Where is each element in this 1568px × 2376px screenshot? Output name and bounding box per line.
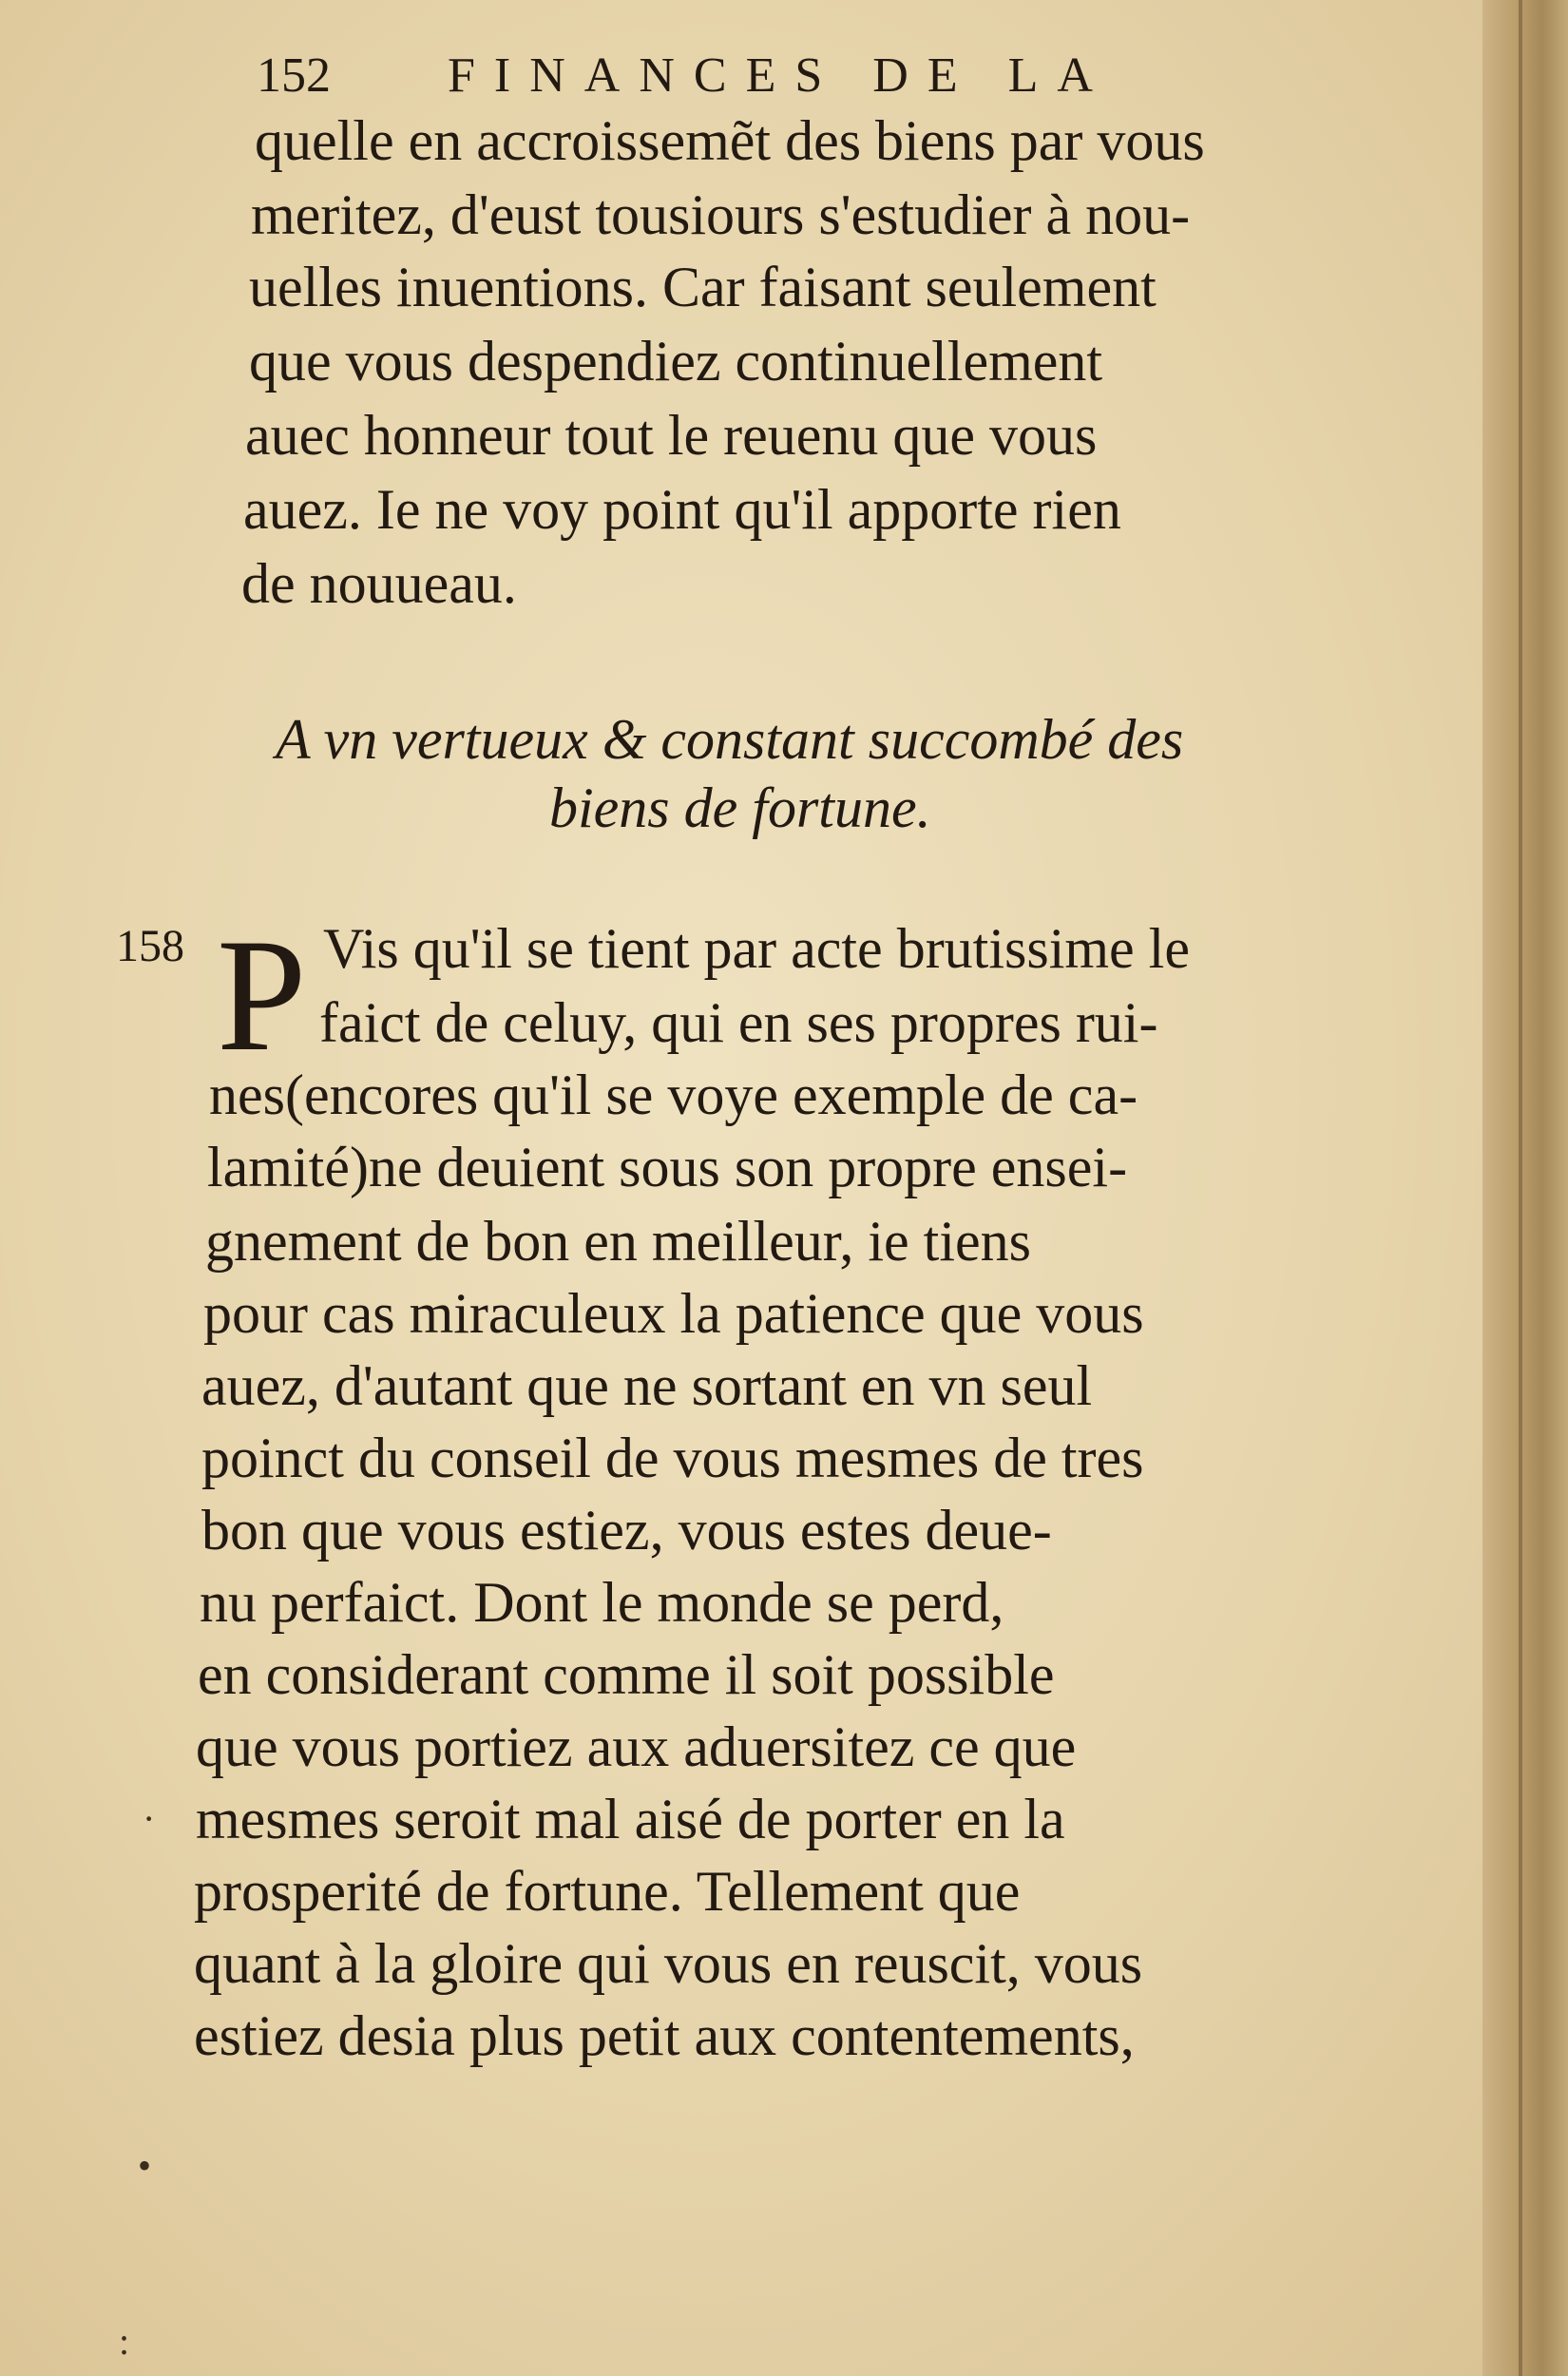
text-line: de nouueau. (241, 552, 517, 615)
text-line: prosperité de fortune. Tellement que (194, 1860, 1021, 1923)
stray-mark: • (138, 2144, 152, 2187)
text-line: auec honneur tout le reuenu que vous (245, 404, 1098, 467)
text-line: estiez desia plus petit aux contentements, (194, 2004, 1135, 2067)
text-line: meritez, d'eust tousiours s'estudier à nou- (251, 183, 1191, 246)
running-title: FINANCES DE LA (448, 48, 1112, 103)
page-number: 152 (257, 48, 331, 103)
text-line: nes(encores qu'il se voye exemple de ca- (209, 1063, 1138, 1126)
text-line: bon que vous estiez, vous estes deue- (201, 1499, 1052, 1562)
text-line: quelle en accroissemẽt des biens par vous (255, 109, 1205, 172)
text-line: poinct du conseil de vous mesmes de tres (201, 1427, 1144, 1489)
text-line: auez. Ie ne voy point qu'il apporte rien (243, 478, 1121, 541)
text-line: uelles inuentions. Car faisant seulement (249, 256, 1157, 318)
drop-capital: P (217, 906, 307, 1084)
section-heading-line: A vn vertueux & constant succombé des (276, 708, 1184, 771)
text-line: que vous despendiez continuellement (249, 330, 1103, 393)
section-heading-line: biens de fortune. (549, 776, 931, 839)
text-line: auez, d'autant que ne sortant en vn seul (201, 1354, 1093, 1417)
text-line: nu perfaict. Dont le monde se perd, (200, 1571, 1004, 1634)
text-line: lamité)ne deuient sous son propre ensei- (207, 1136, 1128, 1198)
text-line: en considerant comme il soit possible (198, 1643, 1055, 1706)
text-line: faict de celuy, qui en ses propres rui- (319, 991, 1158, 1054)
gutter-line (1519, 0, 1522, 2376)
running-header (257, 48, 1112, 104)
text-line: quant à la gloire qui vous en reuscit, vous (194, 1932, 1143, 1995)
text-line: pour cas miraculeux la patience que vous (203, 1282, 1144, 1345)
text-line: mesmes seroit mal aisé de porter en la (196, 1788, 1065, 1850)
text-line: Vis qu'il se tient par acte brutissime le (323, 917, 1190, 980)
stray-mark: : (119, 2320, 130, 2363)
margin-number: 158 (116, 921, 184, 971)
text-line: gnement de bon en meilleur, ie tiens (205, 1210, 1032, 1273)
text-line: que vous portiez aux aduersitez ce que (196, 1715, 1077, 1778)
stray-mark: · (143, 1797, 156, 1840)
page-gutter (1482, 0, 1568, 2376)
